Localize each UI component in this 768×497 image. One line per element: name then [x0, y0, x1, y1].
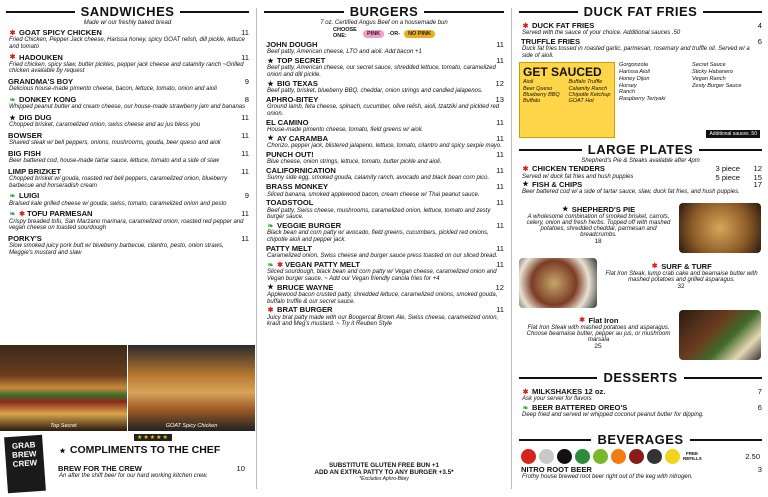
- free-refills-label: FREE REFILLS: [683, 451, 702, 461]
- item-desc: Deep fried and served w/ whipped coconut peanut butter for dipping.: [522, 412, 704, 419]
- beverages-section: [513, 428, 768, 481]
- item-desc: A wholesome combination of smoked brisket, carrots, celery, onion and fresh herbs. Topped off with mashed potatoes, shredded cheddar, parmesan and breadcrumbs.: [526, 214, 671, 238]
- item-price: 11: [496, 198, 504, 208]
- menu-item: [266, 183, 504, 198]
- plates-header: [519, 142, 762, 157]
- shepherds-pie-item: [523, 205, 673, 245]
- item-price: 11: [241, 233, 249, 243]
- chili-icon: ✱: [267, 306, 274, 314]
- item-desc: Beer battered cod, house-made tartar sauce, lettuce, tomato and a side of slaw: [9, 158, 220, 165]
- item-desc: Chorizo, pepper jack, blistered jalapeno, lettuce, tomato, cilantro and spicy sexpie mayo.: [267, 143, 502, 150]
- item-price: 17: [753, 179, 762, 189]
- dessert-list: [513, 388, 768, 419]
- item-price: 8: [244, 95, 249, 104]
- menu-item: [8, 192, 249, 207]
- surf-turf-item: [601, 262, 761, 290]
- vegetarian-icon: ❧: [9, 192, 16, 200]
- menu-item: [8, 168, 249, 190]
- menu-item: [8, 78, 249, 93]
- item-name: DUCK FAT FRIES: [532, 21, 595, 30]
- item-desc: Beef patty, Swiss cheese, mushrooms, caramelized onion, lettuce, tomato and zesty burger sauce.: [267, 207, 491, 221]
- item-desc: House-made pimento cheese, tomato, field greens w/ aioli.: [267, 127, 424, 134]
- item-price: 11: [241, 130, 249, 140]
- item-desc: Sunny side egg, smoked gouda, calamity ranch, avocado and black bean corn pico.: [267, 175, 490, 182]
- item-price: 9: [244, 77, 249, 87]
- item-desc: Caramelized onion, Swiss cheese and burger sauce press toasted on our sliced bread.: [267, 253, 498, 260]
- sandwich-list: [0, 29, 255, 256]
- item-desc: Blue cheese, onion strings, lettuce, tomato, butter pickle and aioli.: [267, 159, 442, 166]
- item-price: 11: [496, 221, 504, 231]
- star-icon: ★: [267, 135, 274, 143]
- choose-label: CHOOSE ONE:: [333, 27, 357, 39]
- compliments-section: [0, 432, 255, 497]
- item-price: 11: [496, 133, 504, 143]
- sauce-item: Zesty Burger Sauce: [692, 82, 742, 89]
- menu-item: [266, 199, 504, 221]
- photo-caption: Top Secret: [50, 423, 77, 429]
- item-price: 25: [594, 343, 602, 350]
- item-desc: Served with the sauce of your choice. Additional sauces .50: [522, 30, 681, 37]
- item-desc: Fried chicken, spicy slaw, butter pickles, pepper jack cheese and calamity ranch ~Grilled chicken available by request: [9, 61, 244, 75]
- menu-item: [266, 167, 504, 182]
- sauce-item: GOAT Hot: [568, 98, 594, 105]
- menu-item: [8, 29, 249, 51]
- item-price: 10: [236, 464, 245, 473]
- brew-crew-logo: [4, 435, 46, 494]
- sauce-panel: [519, 62, 615, 138]
- menu-item: [266, 151, 504, 166]
- sandwiches-title: SANDWICHES: [80, 4, 175, 19]
- fries-header: [519, 4, 762, 19]
- tender-size-3: 3 piece: [715, 164, 740, 174]
- item-name: TRUFFLE FRIES: [521, 36, 581, 46]
- logo-text: GRAB BREW CREW: [11, 440, 38, 469]
- rating-stars: ★★★★★: [134, 434, 172, 441]
- item-price: 11: [241, 52, 249, 62]
- item-name: CHICKEN TENDERS: [532, 164, 605, 174]
- menu-item: [266, 245, 504, 260]
- sauce-item: Sticky Habanero: [692, 69, 734, 76]
- diet-coke-icon: [539, 449, 554, 464]
- menu-item: [266, 96, 504, 118]
- sauce-item: Gorgonzola: [619, 62, 648, 69]
- star-icon: ★: [59, 448, 66, 455]
- item-desc: Flat Iron Steak with mashed potatoes and asparagus. Choose bearnaise butter, pepper au jus, or mushroom marsala: [526, 325, 671, 343]
- tender-size-5: 5 piece: [715, 172, 740, 182]
- item-price: 11: [496, 40, 504, 49]
- item-name: DIG DUG: [19, 112, 52, 122]
- item-desc: Beef patty, American cheese, our secret sauce, shredded lettuce, tomato, caramelized onion and dill pickle.: [267, 65, 496, 79]
- extra-patty-note: ADD AN EXTRA PATTY TO ANY BURGER +3.5*: [314, 469, 454, 476]
- soda-row: [521, 449, 760, 464]
- brew-for-crew-item: [58, 464, 245, 479]
- item-name: SURF & TURF: [661, 262, 712, 271]
- burger-list: [258, 41, 510, 328]
- item-name: TOFU PARMESAN: [27, 209, 93, 219]
- menu-item: [8, 235, 249, 257]
- sauce-box: [519, 62, 762, 138]
- item-price: 11: [496, 117, 504, 127]
- item-name: GOAT SPICY CHICKEN: [19, 28, 102, 37]
- shepherds-pie-photo: [679, 203, 761, 253]
- menu-item: [521, 388, 762, 403]
- sauce-item: Buffalo: [523, 98, 541, 105]
- item-desc: An after the shift beer for our hard working kitchen crew.: [59, 473, 208, 479]
- item-name: BRASS MONKEY: [266, 182, 329, 192]
- item-name: VEGAN PATTY MELT: [285, 259, 360, 269]
- chili-icon: ✱: [522, 166, 529, 174]
- item-price: 3: [757, 465, 762, 474]
- menu-item: [266, 222, 504, 244]
- chili-icon: ✱: [522, 388, 529, 396]
- item-price: 12: [495, 78, 504, 88]
- item-desc: Ask your server for flavors: [522, 396, 592, 403]
- divider: [511, 8, 512, 489]
- menu-item: [266, 135, 504, 150]
- additional-sauce-note: Additional sauces .50: [706, 130, 760, 138]
- vegetarian-icon: ❧: [9, 96, 16, 104]
- item-price: 4: [757, 21, 762, 30]
- fish-chips-item: [521, 181, 762, 196]
- sauce-list-right: [619, 62, 762, 102]
- item-desc: Sliced sourdough, black bean and corn patty w/ Vegan cheese, caramelized onion and Vegan burger sauce. ~ Add our Vegan friendly canola fries for +4: [267, 269, 497, 282]
- chili-icon: ✱: [522, 22, 529, 30]
- vegan-icon: ❧: [9, 210, 16, 218]
- item-price: 11: [241, 28, 249, 37]
- item-name: CALIFORNICATION: [266, 166, 336, 176]
- item-desc: Whipped peanut butter and cream cheese, our house-made strawberry jam and bananas: [9, 104, 246, 111]
- item-name: GRANDMA'S BOY: [8, 77, 74, 87]
- star-icon: ★: [562, 206, 569, 213]
- flat-iron-photo: [679, 310, 761, 360]
- mello-yello-icon: [593, 449, 608, 464]
- menu-item: [266, 284, 504, 306]
- item-desc: Beef patty, American cheese, LTO and aioli. Add bacon +1: [267, 49, 422, 56]
- desserts-title: DESSERTS: [603, 370, 678, 385]
- item-name: BIG TEXAS: [277, 78, 318, 88]
- barqs-icon: [629, 449, 644, 464]
- item-desc: Sliced banana, smoked applewood bacon, cream cheese w/ Thai peanut sauce.: [267, 191, 480, 198]
- item-name: EL CAMINO: [266, 117, 309, 127]
- item-price: 13: [495, 94, 504, 104]
- item-name: AY CARAMBA: [277, 133, 329, 143]
- item-price: 11: [241, 209, 249, 219]
- item-desc: Frothy house brewed root beer right out of the keg with nitrogen.: [522, 474, 693, 481]
- item-name: PORKY'S: [8, 233, 42, 243]
- item-price: 7: [757, 387, 762, 396]
- item-price: 11: [496, 166, 504, 176]
- item-desc: Served w/ duck fat fries and hush puppies: [522, 174, 634, 181]
- item-desc: Chopped brisket, caramelized onion, swiss cheese and au jus bless you: [9, 122, 201, 129]
- item-name: BOWSER: [8, 130, 43, 140]
- menu-item: [266, 306, 504, 328]
- chili-icon: ✱: [19, 210, 25, 218]
- gluten-free-note: SUBSTITUTE GLUTEN FREE BUN +1: [328, 462, 440, 469]
- sauce-item: Buffalo Truffle: [568, 79, 603, 86]
- item-name: BRUCE WAYNE: [277, 282, 334, 292]
- menu-item: [266, 261, 504, 283]
- item-price: 6: [757, 36, 762, 46]
- plates-subtitle: Shepherd's Pie & Steaks available after 4pm: [581, 158, 700, 165]
- item-name: BEER BATTERED OREO'S: [532, 402, 628, 412]
- compliments-title: ★ COMPLIMENTS TO THE CHEF: [59, 444, 221, 456]
- chili-icon: ✱: [9, 54, 16, 62]
- burgers-header: [264, 4, 504, 19]
- sandwiches-header: [6, 4, 249, 19]
- fries-title: DUCK FAT FRIES: [583, 4, 698, 19]
- star-icon: ★: [9, 114, 16, 122]
- plates-title: LARGE PLATES: [587, 142, 694, 158]
- item-name: BRAT BURGER: [277, 305, 333, 315]
- flat-iron-item: [523, 316, 673, 350]
- sauce-list-left: [523, 79, 611, 104]
- photo-top-secret: [0, 345, 127, 431]
- vegan-icon: ❧: [267, 261, 274, 269]
- item-name: LUIGI: [19, 191, 40, 201]
- item-desc: Chopped brisket w/ gouda, roasted red bell peppers, caramelized onion, blueberry barbecue and horseradish cream: [9, 176, 228, 189]
- item-desc: Flat Iron Steak, lump crab cake and bearnaise butter with mashed potatoes and grilled asparagus.: [605, 271, 758, 283]
- right-column: [513, 0, 768, 497]
- no-pink-option: NO PINK: [404, 30, 435, 38]
- sauce-item: Secret Sauce: [692, 62, 726, 69]
- item-name: PATTY MELT: [266, 243, 312, 253]
- desserts-section: [513, 366, 768, 419]
- item-name: LIMP BRIZKET: [8, 166, 62, 176]
- menu-item: [8, 150, 249, 165]
- pink-option: PINK: [363, 30, 384, 38]
- fuze-icon: [647, 449, 662, 464]
- item-price: 11: [241, 148, 249, 158]
- burgers-subtitle: 7 oz. Certified Angus Beef on a housemade bun: [320, 20, 448, 26]
- food-photos: [0, 345, 255, 431]
- sauce-item: Honey Dijon: [619, 75, 650, 82]
- menu-item: [521, 404, 762, 419]
- item-desc: Ground lamb, feta cheese, spinach, cucumber, olive relish, aioli, tzatziki and pickled red onion.: [267, 104, 500, 117]
- item-name: DONKEY KONG: [19, 95, 77, 104]
- star-icon: ★: [267, 57, 274, 65]
- chili-icon: ✱: [579, 317, 585, 324]
- star-icon: ★: [267, 284, 274, 292]
- item-price: 11: [496, 56, 504, 66]
- item-price: 11: [496, 243, 504, 253]
- sandwiches-column: [0, 0, 255, 497]
- item-desc: Braised kale grilled cheese w/ gouda, swiss, tomato, caramelized onion and pesto: [9, 200, 227, 207]
- item-name: TOP SECRET: [277, 56, 326, 66]
- lemonade-icon: [665, 449, 680, 464]
- item-price: 9: [244, 191, 249, 201]
- menu-item: [266, 57, 504, 79]
- item-name: MILKSHAKES 12 oz.: [532, 387, 606, 396]
- menu-item: [266, 80, 504, 95]
- sauce-item: Chipotle Ketchup: [568, 92, 611, 99]
- item-price: 32: [677, 283, 685, 290]
- sauce-title: GET SAUCED: [523, 65, 602, 80]
- sauce-item: [692, 89, 762, 96]
- fanta-icon: [611, 449, 626, 464]
- sauce-item: Beer Queso: [523, 85, 553, 92]
- vegetarian-icon: ❧: [267, 222, 274, 230]
- item-name: FISH & CHIPS: [532, 179, 583, 189]
- burgers-title: BURGERS: [349, 4, 419, 19]
- item-price: 11: [496, 259, 504, 269]
- item-name: PUNCH OUT!: [266, 149, 314, 159]
- item-price: 11: [241, 112, 249, 122]
- item-desc: Black bean and corn patty w/ avocado, field greens, cucumbers, pickled red onions, chipotle aioli and pepper jack.: [267, 230, 489, 243]
- excludes-note: *Excludes Aphro-Bitey: [359, 476, 409, 482]
- item-desc: Fried Chicken, Pepper Jack cheese, Harissa honey, spicy GOAT relish, dill pickle, lettuce and tomato: [9, 37, 245, 50]
- item-desc: Crispy breaded tofu, San Marzano marinara, caramelized onion, roasted red pepper and vegan cheese on toasted sourdough: [9, 218, 244, 232]
- menu-item: [8, 210, 249, 232]
- tender-price-3: 12: [753, 164, 762, 174]
- vegetarian-icon: ❧: [522, 404, 529, 412]
- item-name: Flat Iron: [588, 316, 619, 325]
- item-desc: Shaved steak w/ bell peppers, onions, mushrooms, gouda, beer queso and aioli: [9, 140, 221, 147]
- photo-goat-spicy-chicken: [128, 345, 255, 431]
- coca-cola-icon: [521, 449, 536, 464]
- item-name: NITRO ROOT BEER: [521, 465, 592, 474]
- chili-icon: ✱: [651, 263, 658, 270]
- item-price: 11: [496, 305, 504, 315]
- pink-choice: [258, 28, 510, 39]
- item-desc: Applewood bacon crusted patty, shredded lettuce, caramelized onions, smoked gouda, buffalo truffle & our secret sauce.: [267, 291, 498, 305]
- nitro-root-beer-item: [521, 466, 762, 481]
- fries-list: [513, 22, 768, 59]
- sprite-icon: [575, 449, 590, 464]
- menu-item: [8, 114, 249, 129]
- chicken-tenders-item: [521, 165, 762, 180]
- star-icon: ★: [522, 181, 529, 189]
- item-name: APHRO-BITEY: [266, 94, 319, 104]
- burger-footer: [258, 462, 510, 482]
- item-price: 11: [496, 182, 504, 192]
- item-desc: Duck fat fries tossed in roasted garlic, parmesan, rosemary and truffle oil. Served w/ a side of aioli.: [522, 46, 750, 59]
- item-price: 11: [241, 166, 249, 176]
- menu-item: [521, 38, 762, 60]
- tender-price-5: 15: [753, 172, 762, 182]
- sandwiches-subtitle: Made w/ our freshly baked bread: [83, 20, 172, 26]
- soda-price: 2.50: [745, 452, 760, 461]
- item-name: VEGGIE BURGER: [277, 221, 342, 231]
- chili-icon: ✱: [9, 29, 16, 37]
- sauce-item: Blueberry BBQ: [523, 92, 560, 99]
- item-desc: Slow smoked juicy pork butt w/ blueberry barbecue, cilantro, pesto, onion straws, Meggie's mustard and slaw: [9, 243, 224, 256]
- item-desc: Beer battered cod w/ a side of tartar sauce, slaw, duck fat fries, and hush puppies.: [522, 189, 740, 196]
- photo-caption: GOAT Spicy Chicken: [165, 423, 218, 429]
- item-desc: Beef patty, brisket, blueberry BBQ, cheddar, onion strings and candied jalapenos.: [267, 88, 483, 95]
- divider: [256, 8, 257, 489]
- desserts-header: [519, 370, 762, 385]
- burgers-column: [258, 0, 510, 497]
- item-price: 6: [757, 402, 762, 412]
- item-desc: Juicy brat patty made with our Boogercat Brown Ale, Swiss cheese, caramelized onion, kraut and Meg's mustard. ~ Try it Reuben Style: [267, 314, 499, 328]
- menu-item: [8, 132, 249, 147]
- item-name: HADOUKEN: [19, 52, 63, 62]
- menu-item: [266, 41, 504, 56]
- sauce-item: [692, 96, 762, 103]
- sauce-item: Vegan Ranch: [692, 75, 726, 82]
- sauce-item: Ranch: [619, 89, 636, 96]
- item-name: BIG FISH: [8, 148, 41, 158]
- item-name: SHEPHERD'S PIE: [571, 205, 636, 214]
- item-price: 12: [495, 282, 504, 292]
- sauce-item: Horsey: [619, 82, 637, 89]
- item-price: 11: [496, 149, 504, 159]
- beverages-header: [519, 432, 762, 447]
- item-name: JOHN DOUGH: [266, 40, 318, 49]
- sauce-item: Harissa Aioli: [619, 69, 650, 76]
- beverages-title: BEVERAGES: [597, 432, 684, 447]
- item-price: 18: [594, 238, 602, 245]
- sauce-item: Raspberry Teriyaki: [619, 95, 666, 102]
- item-desc: Delicious house-made pimento cheese, bacon, lettuce, tomato, onion and aioli: [9, 86, 217, 93]
- star-icon: ★: [267, 80, 274, 88]
- chili-icon: ✱: [277, 261, 283, 269]
- menu-item: [521, 22, 762, 37]
- sauce-item: Aioli: [523, 79, 534, 86]
- item-name: BREW FOR THE CREW: [58, 464, 142, 473]
- item-name: TOADSTOOL: [266, 198, 314, 208]
- coke-zero-icon: [557, 449, 572, 464]
- menu-item: [266, 119, 504, 134]
- or-label: -OR-: [388, 30, 401, 37]
- sauce-item: Calamity Ranch: [568, 85, 608, 92]
- menu-item: [8, 96, 249, 111]
- surf-turf-photo: [519, 258, 597, 308]
- menu-item: [8, 54, 249, 76]
